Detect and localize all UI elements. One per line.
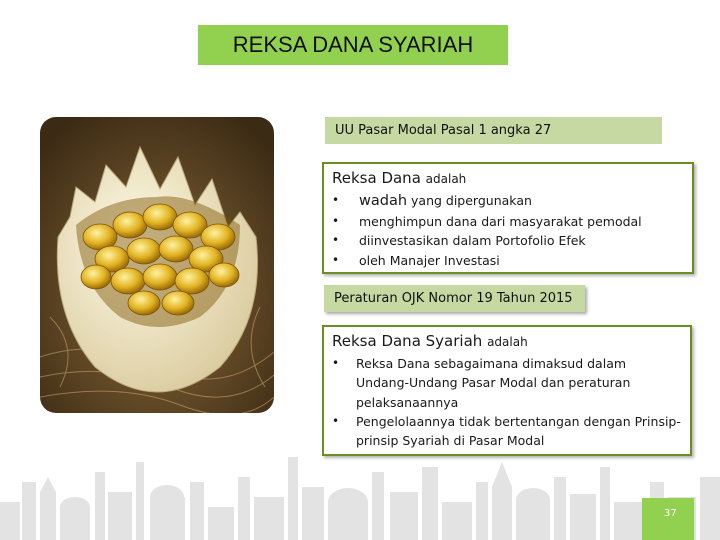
definition-heading xyxy=(332,168,684,189)
list-item: • oleh Manajer Investasi xyxy=(332,251,684,271)
definition-heading xyxy=(332,331,682,352)
page-number: 37 xyxy=(664,508,677,519)
slide-title: REKSA DANA SYARIAH xyxy=(198,25,508,65)
city-skyline-decoration xyxy=(0,452,720,540)
uu-pasar-modal-label: UU Pasar Modal Pasal 1 angka 27 xyxy=(325,117,662,144)
list-item: • Reksa Dana sebagaimana dimaksud dalam Undang-Undang Pasar Modal dan peraturan pelaksanaannya xyxy=(332,354,682,412)
list-item: • Pengelolaannya tidak bertentangan dengan Prinsip-prinsip Syariah di Pasar Modal xyxy=(332,412,682,451)
heading-suffix: adalah xyxy=(487,335,528,349)
golden-egg-coins-image xyxy=(40,117,274,413)
heading-main: Reksa Dana xyxy=(332,169,421,187)
heading-suffix: adalah xyxy=(425,172,467,186)
list-item: • wadah yang dipergunakan xyxy=(332,191,684,212)
peraturan-ojk-label: Peraturan OJK Nomor 19 Tahun 2015 xyxy=(324,285,585,312)
list-item: • diinvestasikan dalam Portofolio Efek xyxy=(332,231,684,251)
list-item: • menghimpun dana dari masyarakat pemodal xyxy=(332,212,684,232)
heading-main: Reksa Dana Syariah xyxy=(332,332,483,350)
reksa-dana-syariah-definition-box xyxy=(322,325,692,456)
reksa-dana-definition-box xyxy=(322,162,694,274)
